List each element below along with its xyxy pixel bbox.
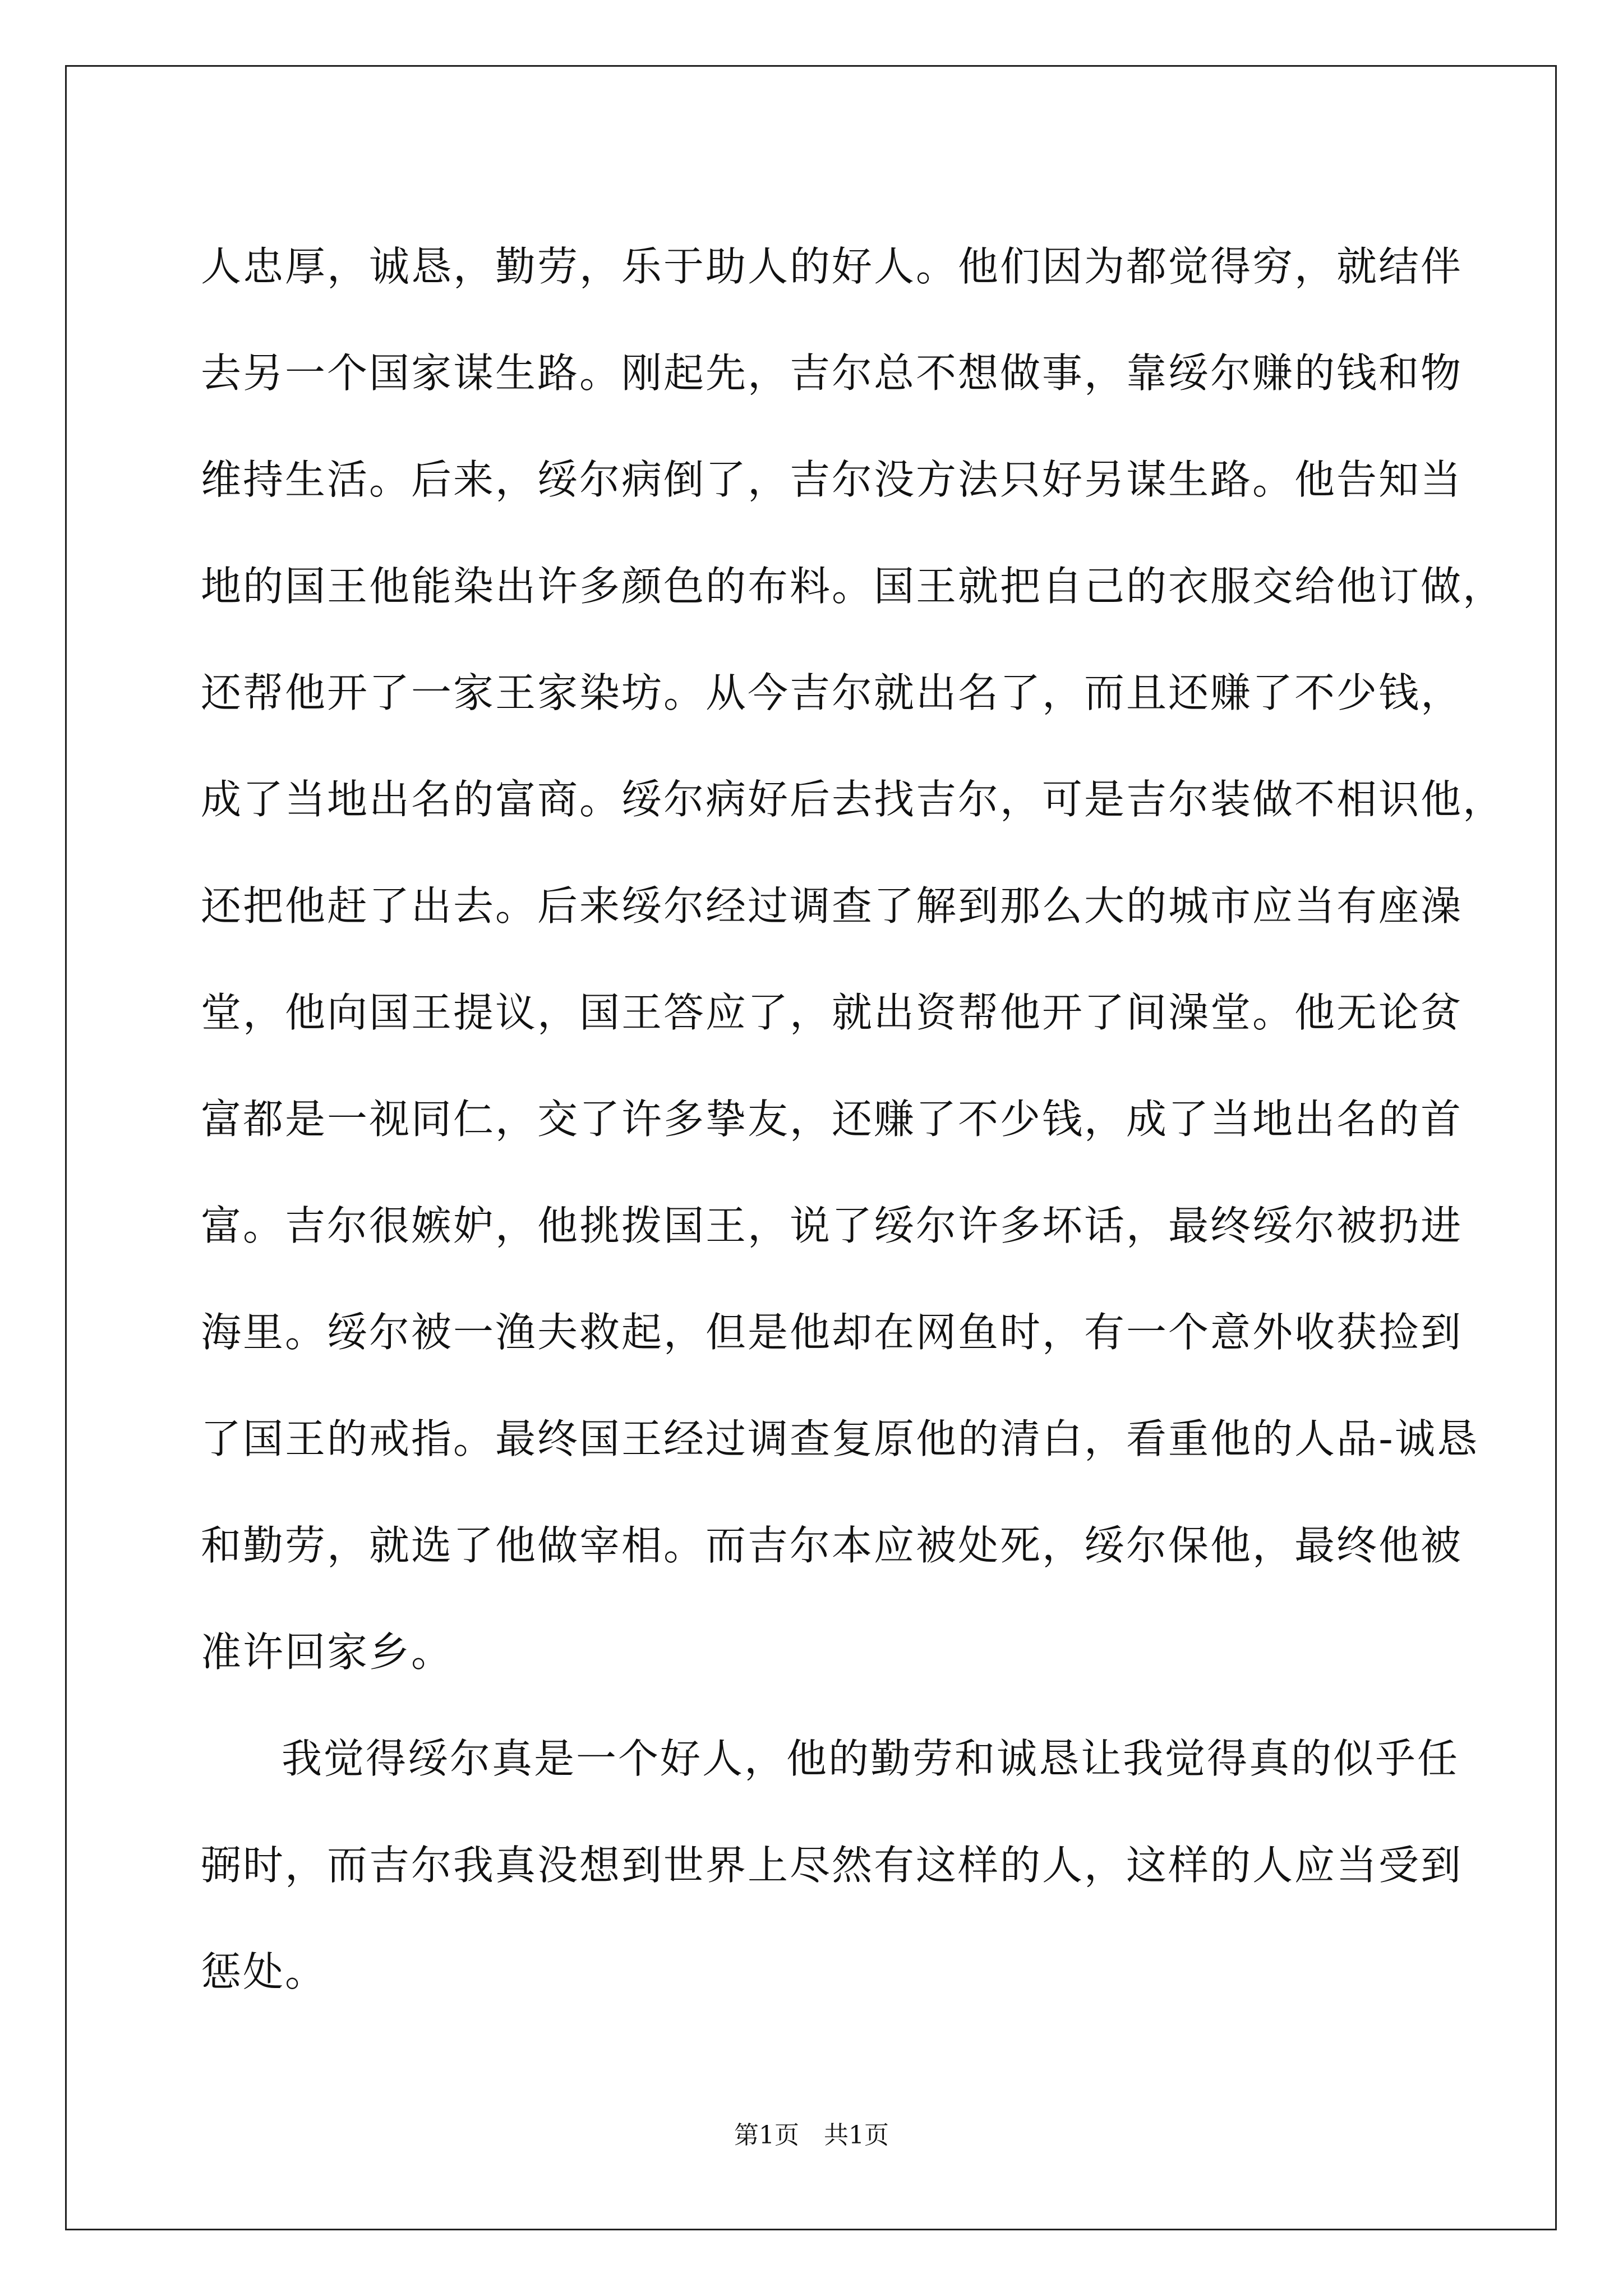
page-footer xyxy=(0,2115,1623,2151)
paragraph-first-line: 我觉得绥尔真是一个好人，他的勤劳和诚恳让我觉得真的似乎任 xyxy=(282,1735,1460,1782)
text-line: 惩处。 xyxy=(201,1948,328,1995)
text-line: 还把他赶了出去。后来绥尔经过调查了解到那么大的城市应当有座澡 xyxy=(201,882,1463,930)
text-line: 维持生活。后来，绥尔病倒了，吉尔没方法只好另谋生路。他告知当 xyxy=(201,456,1463,503)
text-line: 海里。绥尔被一渔夫救起，但是他却在网鱼时，有一个意外收获捡到 xyxy=(201,1309,1463,1356)
text-line: 弼时，而吉尔我真没想到世界上尽然有这样的人，这样的人应当受到 xyxy=(201,1842,1463,1889)
page-number: 第1页 xyxy=(734,2121,799,2150)
text-line: 和勤劳，就选了他做宰相。而吉尔本应被处死，绥尔保他，最终他被 xyxy=(201,1522,1463,1569)
text-line: 堂，他向国王提议，国王答应了，就出资帮他开了间澡堂。他无论贫 xyxy=(201,989,1463,1036)
text-line: 地的国王他能染出许多颜色的布料。国王就把自己的衣服交给他订做， xyxy=(201,563,1505,610)
text-line: 去另一个国家谋生路。刚起先，吉尔总不想做事，靠绥尔赚的钱和物 xyxy=(201,349,1463,397)
text-line: 准许回家乡。 xyxy=(201,1628,454,1676)
page-total: 共1页 xyxy=(824,2121,889,2150)
text-line: 还帮他开了一家王家染坊。从今吉尔就出名了，而且还赚了不少钱， xyxy=(201,669,1463,716)
text-line: 富。吉尔很嫉妒，他挑拨国王，说了绥尔许多坏话，最终绥尔被扔进 xyxy=(201,1202,1463,1249)
text-line: 人忠厚，诚恳，勤劳，乐于助人的好人。他们因为都觉得穷，就结伴 xyxy=(201,243,1463,290)
text-line: 了国王的戒指。最终国王经过调查复原他的清白，看重他的人品-诚恳 xyxy=(201,1415,1479,1462)
text-line: 富都是一视同仁，交了许多挚友，还赚了不少钱，成了当地出名的首 xyxy=(201,1096,1463,1143)
document-body xyxy=(201,213,1505,2025)
text-line: 成了当地出名的富商。绥尔病好后去找吉尔，可是吉尔装做不相识他， xyxy=(201,776,1505,823)
